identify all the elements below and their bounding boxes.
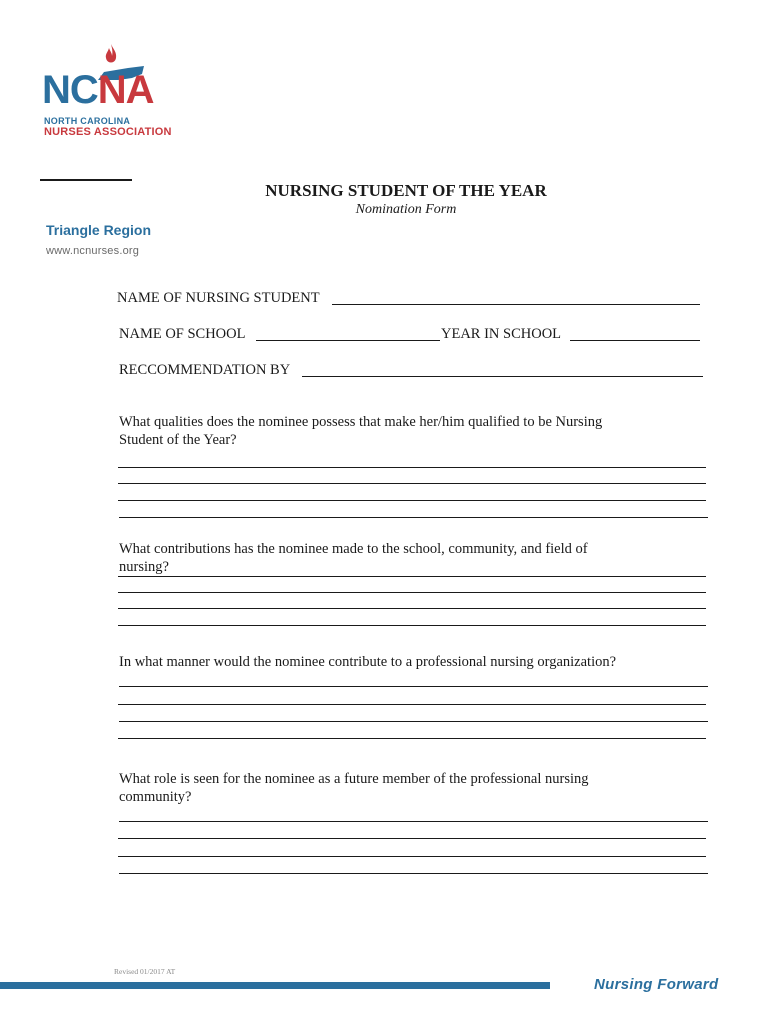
answer-line[interactable] bbox=[118, 483, 706, 484]
form-subtitle: Nomination Form bbox=[355, 202, 457, 217]
school-name-field[interactable] bbox=[256, 340, 440, 341]
ncna-logo bbox=[40, 44, 180, 140]
answer-line[interactable] bbox=[118, 467, 706, 468]
answer-line[interactable] bbox=[118, 500, 706, 501]
flame-icon bbox=[104, 44, 118, 68]
question-4: What role is seen for the nominee as a future member of the professional nursing community? bbox=[119, 771, 589, 805]
question-1: What qualities does the nominee possess that make her/him qualified to be Nursing Student of the Year? bbox=[119, 414, 603, 448]
student-name-label: NAME OF NURSING STUDENT bbox=[117, 290, 320, 306]
answer-line[interactable] bbox=[118, 856, 706, 857]
answer-line[interactable] bbox=[119, 517, 708, 518]
answer-line[interactable] bbox=[118, 625, 706, 626]
year-in-school-label: YEAR IN SCHOOL bbox=[441, 326, 562, 342]
answer-line[interactable] bbox=[118, 838, 706, 839]
answer-line[interactable] bbox=[118, 738, 706, 739]
recommendation-field[interactable] bbox=[302, 376, 703, 377]
question-3: In what manner would the nominee contribute to a professional nursing organization? bbox=[119, 654, 617, 670]
recommendation-label: RECCOMMENDATION BY bbox=[119, 362, 291, 378]
answer-line[interactable] bbox=[118, 704, 706, 705]
answer-line[interactable] bbox=[119, 686, 708, 687]
revision-note: Revised 01/2017 AT bbox=[114, 967, 176, 976]
answer-line[interactable] bbox=[119, 873, 708, 874]
student-name-field[interactable] bbox=[332, 304, 700, 305]
answer-line[interactable] bbox=[118, 576, 706, 577]
school-name-label: NAME OF SCHOOL bbox=[119, 326, 246, 342]
footer-bar bbox=[0, 982, 550, 989]
answer-line[interactable] bbox=[118, 608, 706, 609]
logo-wordmark: NCNA bbox=[42, 68, 154, 112]
website-link[interactable]: www.ncnurses.org bbox=[46, 245, 140, 257]
year-in-school-field[interactable] bbox=[570, 340, 700, 341]
form-title: NURSING STUDENT OF THE YEAR bbox=[265, 181, 547, 200]
region-name: Triangle Region bbox=[46, 222, 152, 238]
answer-line[interactable] bbox=[119, 821, 708, 822]
answer-line[interactable] bbox=[119, 721, 708, 722]
answer-line[interactable] bbox=[118, 592, 706, 593]
footer-slogan: Nursing Forward bbox=[594, 976, 719, 993]
logo-subtitle-line1: NORTH CAROLINA bbox=[44, 116, 131, 126]
logo-subtitle-line2: NURSES ASSOCIATION bbox=[44, 126, 172, 138]
question-2: What contributions has the nominee made to the school, community, and field of nursing? bbox=[119, 541, 588, 575]
